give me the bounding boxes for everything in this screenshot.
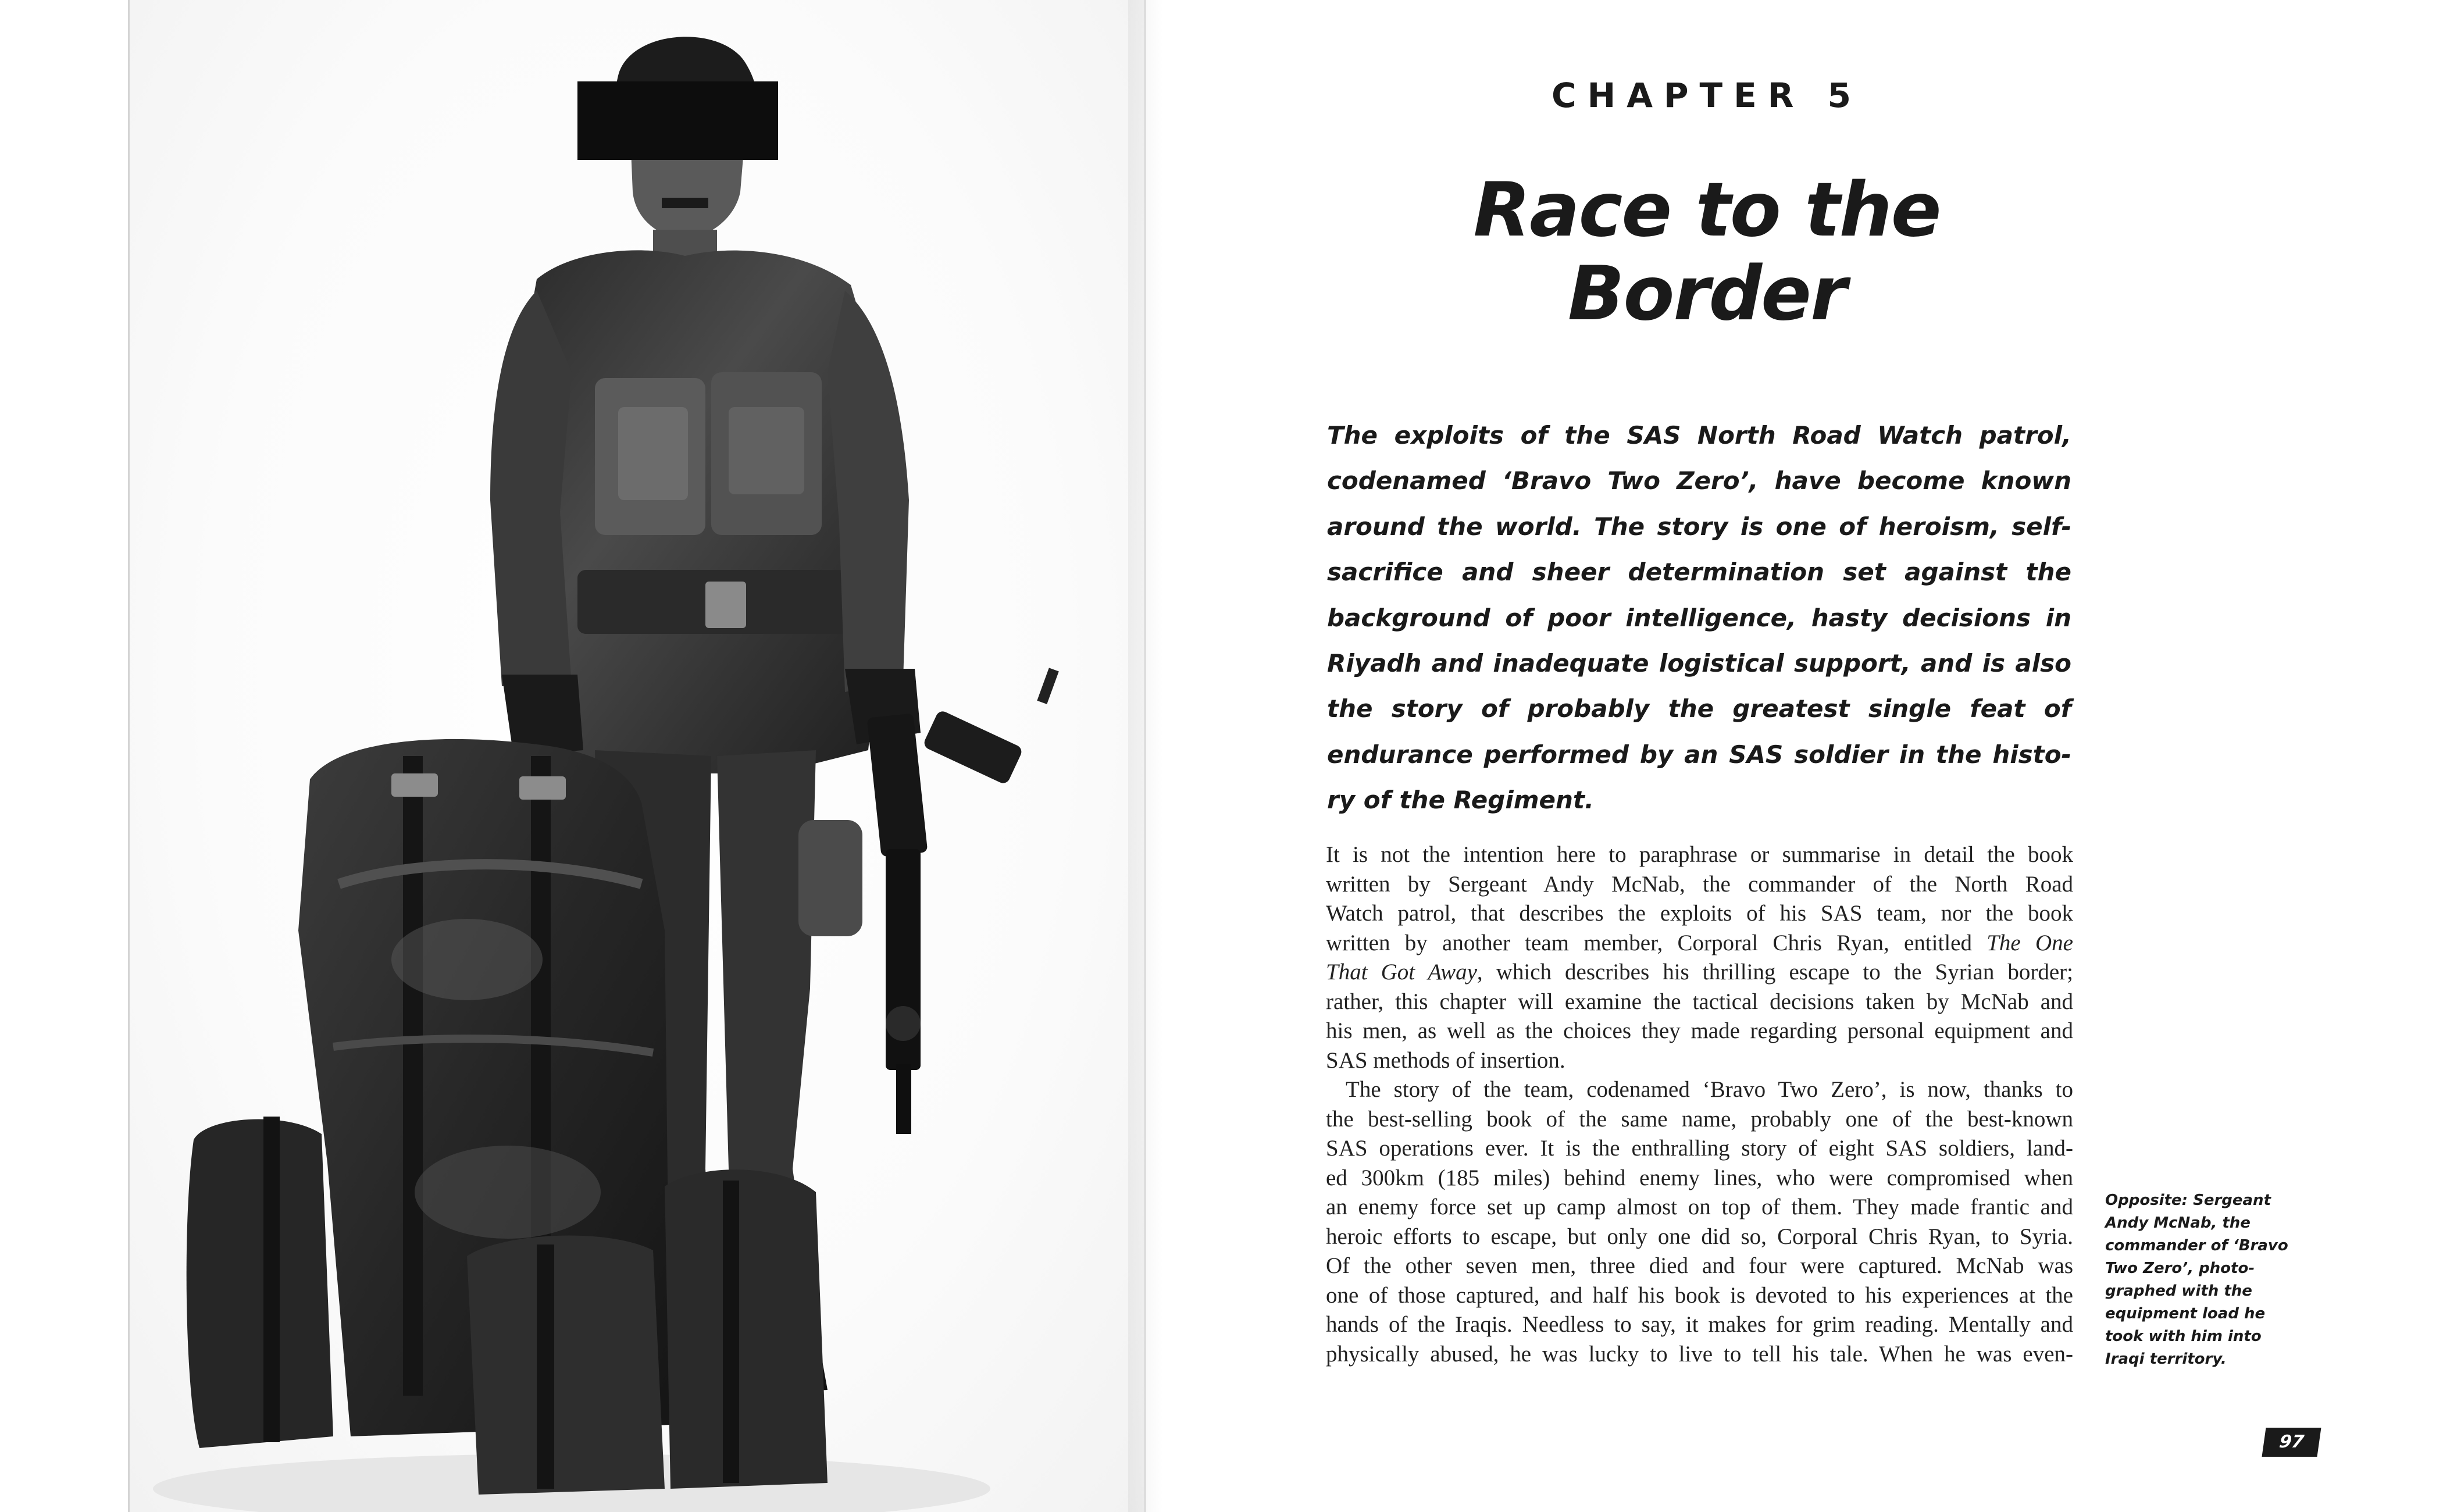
rifle xyxy=(867,668,1059,1134)
caption-line: Opposite: Sergeant xyxy=(2105,1192,2271,1209)
body-paragraph-2 xyxy=(1326,1075,2073,1369)
chapter-title-line-2: Border xyxy=(1567,251,1846,337)
caption-line: Iraqi territory. xyxy=(2105,1350,2227,1368)
body-line: the best-selling book of the same name, probably one of the best-known xyxy=(1326,1106,2073,1132)
body-line: hands of the Iraqis. Needless to say, it makes for grim reading. Mentally and xyxy=(1326,1312,2073,1337)
page-number: 97 xyxy=(2262,1428,2321,1457)
left-page xyxy=(0,0,1143,1512)
body-line: an enemy force set up camp almost on top of them. They made frantic and xyxy=(1326,1194,2073,1219)
body-line: one of those captured, and half his book is devoted to his experiences at the xyxy=(1326,1282,2073,1308)
body-line: his men, as well as the choices they made regarding personal equipment and xyxy=(1326,1018,2073,1043)
caption-line: equipment load he xyxy=(2105,1305,2266,1322)
body-paragraph-1 xyxy=(1326,840,2073,1075)
intro-paragraph xyxy=(1327,413,2071,778)
body-line: The story of the team, codenamed ‘Bravo Two Zero’, is now, thanks to xyxy=(1346,1077,2073,1102)
caption-line: took with him into xyxy=(2105,1328,2262,1345)
caption-line: Andy McNab, the xyxy=(2105,1214,2251,1232)
censor-bar xyxy=(577,81,778,160)
intro-line: The exploits of the SAS North Road Watch patrol, xyxy=(1327,421,2071,450)
body-line: written by Sergeant Andy McNab, the commander of the North Road xyxy=(1326,871,2073,897)
caption-line: Two Zero’, photo- xyxy=(2105,1260,2255,1277)
chapter-title xyxy=(1384,169,2030,336)
body-line: heroic efforts to escape, but only one did so, Corporal Chris Ryan, to Syria. xyxy=(1326,1224,2073,1249)
soldier-photo xyxy=(128,0,1146,1512)
intro-line: the story of probably the greatest single feat of xyxy=(1327,694,2071,723)
photo-caption xyxy=(2105,1189,2326,1371)
body-text xyxy=(1326,840,2073,1369)
body-line xyxy=(1326,929,2073,958)
intro-line: around the world. The story is one of heroism, self- xyxy=(1327,512,2071,541)
intro-line: sacrifice and sheer determination set against the xyxy=(1327,558,2071,587)
book-title: The One xyxy=(1987,930,2073,955)
intro-line: codenamed ‘Bravo Two Zero’, have become known xyxy=(1327,466,2071,495)
body-line: Of the other seven men, three died and four were captured. McNab was xyxy=(1326,1253,2073,1278)
intro-line: Riyadh and inadequate logistical support, and is also xyxy=(1327,649,2071,678)
intro-last-line: ry of the Regiment. xyxy=(1327,786,1594,814)
chapter-label: CHAPTER 5 xyxy=(1552,76,1862,115)
body-line xyxy=(1326,958,2073,987)
intro-line: background of poor intelligence, hasty decisions in xyxy=(1327,603,2071,632)
body-text-run: written by another team member, Corporal Chris Ryan, entitled xyxy=(1326,930,1987,955)
caption-line: commander of ‘Bravo xyxy=(2105,1237,2288,1254)
soldier-illustration xyxy=(130,0,1144,1512)
intro-line: endurance performed by an SAS soldier in the histo- xyxy=(1327,740,2071,769)
body-line: Watch patrol, that describes the exploits of his SAS team, nor the book xyxy=(1326,901,2073,926)
caption-line: graphed with the xyxy=(2105,1282,2252,1300)
body-line: rather, this chapter will examine the tactical decisions taken by McNab and xyxy=(1326,989,2073,1014)
body-line: ed 300km (185 miles) behind enemy lines, who were compromised when xyxy=(1326,1165,2073,1190)
body-text-run: , which describes his thrilling escape to the Syrian border; xyxy=(1477,960,2073,985)
body-line: SAS operations ever. It is the enthralling story of eight SAS soldiers, land- xyxy=(1326,1136,2073,1161)
chapter-title-line-1: Race to the xyxy=(1473,167,1941,254)
body-line: physically abused, he was lucky to live to tell his tale. When he was even- xyxy=(1326,1341,2073,1367)
body-line: It is not the intention here to paraphrase or summarise in detail the book xyxy=(1326,842,2073,867)
spine-shadow xyxy=(1128,0,1163,1512)
body-line: SAS methods of insertion. xyxy=(1326,1047,1565,1073)
book-title: That Got Away xyxy=(1326,960,1477,985)
